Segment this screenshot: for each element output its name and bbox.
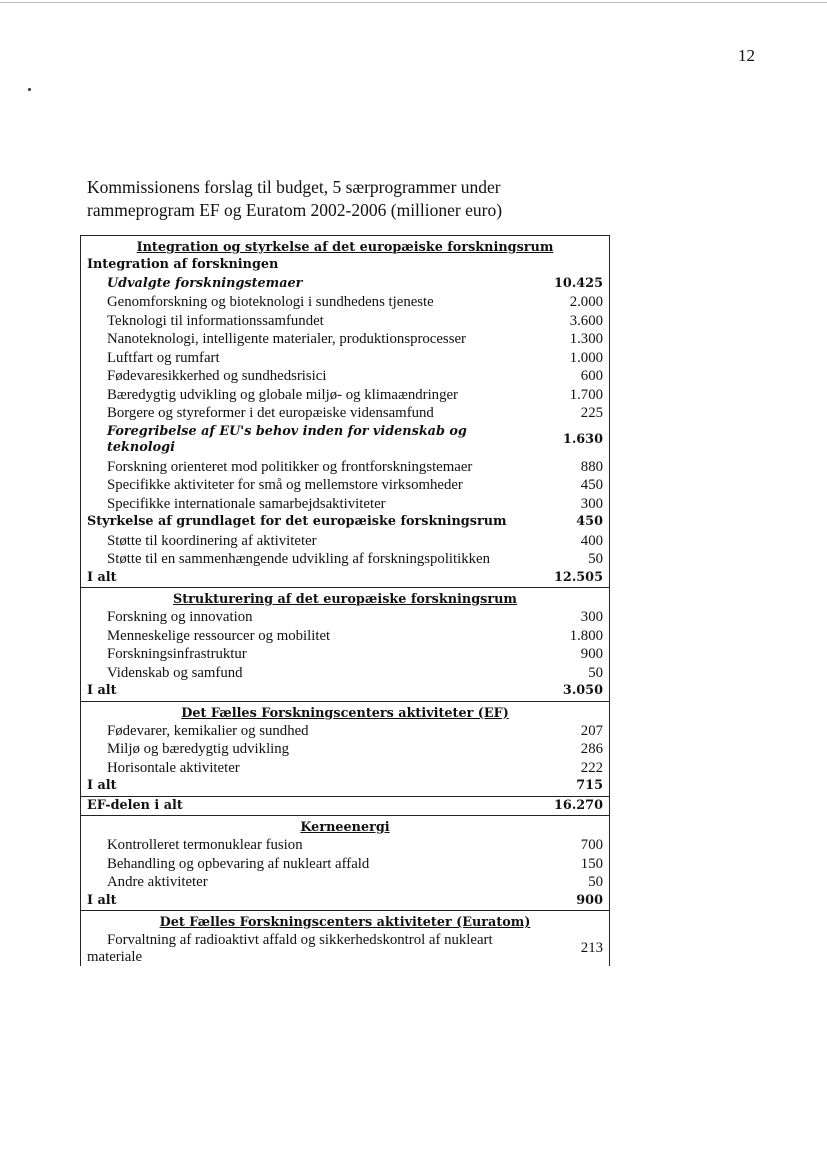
row-label: Horisontale aktiviteter [107, 759, 240, 776]
page-number: 12 [738, 46, 755, 65]
row-label: Videnskab og samfund [107, 664, 243, 681]
total-row [81, 777, 609, 797]
row-label: Menneskelige ressourcer og mobilitet [107, 627, 331, 644]
total-row [81, 892, 609, 912]
row-label: Støtte til en sammenhængende udvikling af forskningspolitikken [107, 551, 491, 567]
table-row [81, 627, 609, 646]
row-value: 222 [580, 759, 603, 776]
row-label: I alt [87, 683, 117, 698]
row-value: 300 [580, 609, 603, 625]
total-row [81, 797, 609, 817]
table-row [81, 740, 609, 759]
row-label: Specifikke internationale samarbejdsaktiviteter [107, 495, 386, 512]
row-value: 1.300 [569, 331, 603, 347]
table-row [81, 855, 609, 874]
table-row [81, 275, 609, 294]
row-label: Miljø og bæredygtig udvikling [107, 741, 290, 757]
section-header: Det Fælles Forskningscenters aktiviteter (EF) [181, 705, 509, 721]
row-value: 900 [580, 646, 603, 662]
table-row [81, 722, 609, 741]
section-header: Strukturering af det europæiske forskningsrum [173, 592, 517, 607]
row-label: Luftfart og rumfart [107, 349, 220, 366]
row-value: 450 [576, 514, 603, 529]
row-label: I alt [87, 892, 117, 908]
row-value: 715 [576, 778, 603, 793]
row-label: Specifikke aktiviteter for små og mellemstore virksomheder [107, 477, 463, 493]
row-value: 207 [580, 722, 603, 739]
row-value: 450 [580, 477, 603, 493]
table-row [81, 550, 609, 569]
row-value: 900 [576, 892, 603, 908]
row-label: Udvalgte forskningstemaer [107, 275, 303, 291]
table-row [81, 349, 609, 368]
row-value: 1.800 [569, 627, 603, 644]
row-label: Fødevarer, kemikalier og sundhed [107, 722, 309, 739]
row-label: I alt [87, 778, 117, 793]
table-row [81, 367, 609, 386]
row-label: Nanoteknologi, intelligente materialer, produktionsprocesser [107, 331, 466, 347]
table-row [81, 423, 609, 458]
row-label: Genomforskning og bioteknologi i sundhedens tjeneste [107, 294, 434, 310]
top-edge-line [0, 2, 827, 3]
row-label: Borgere og styreformer i det europæiske vidensamfund [107, 405, 434, 421]
table-row [81, 873, 609, 892]
section-header: Kerneenergi [300, 820, 390, 835]
row-value: 12.505 [554, 569, 603, 585]
row-label: Støtte til koordinering af aktiviteter [107, 532, 317, 549]
table-row [81, 532, 609, 551]
row-label: Andre aktiviteter [107, 874, 208, 890]
table-row [81, 931, 609, 966]
total-row [81, 682, 609, 702]
row-label: Fødevaresikkerhed og sundhedsrisici [107, 368, 327, 384]
row-label: EF-delen i alt [87, 797, 183, 813]
row-label: Forskning og innovation [107, 609, 253, 625]
row-value: 16.270 [554, 797, 603, 813]
row-value: 50 [588, 874, 603, 890]
table-row [81, 645, 609, 664]
row-value: 1.700 [569, 386, 603, 403]
row-value: 213 [580, 940, 603, 957]
row-label: Integration af forskningen [87, 257, 279, 272]
table-row [81, 330, 609, 349]
row-label: Foregribelse af EU's behov inden for videnskab og teknologi [107, 423, 467, 455]
table-row [81, 312, 609, 331]
table-row [81, 759, 609, 778]
table-row [81, 256, 609, 275]
row-value: 1.000 [569, 349, 603, 366]
row-value: 700 [580, 837, 603, 853]
row-value: 300 [580, 495, 603, 512]
row-value: 1.630 [562, 431, 603, 447]
section-header: Integration og styrkelse af det europæiske forskningsrum [136, 240, 554, 255]
row-label: Bæredygtig udvikling og globale miljø- og klimaændringer [107, 386, 458, 403]
table-row [81, 608, 609, 627]
row-value: 10.425 [554, 275, 603, 291]
section-header: Det Fælles Forskningscenters aktiviteter (Euratom) [159, 915, 531, 930]
table-row [81, 458, 609, 477]
budget-table [80, 235, 610, 966]
table-row [81, 495, 609, 514]
row-label: Forskningsinfrastruktur [107, 646, 247, 662]
row-label: Forvaltning af radioaktivt affald og sikkerhedskontrol af nukleart materiale [87, 932, 493, 965]
table-row [81, 404, 609, 423]
row-label: Behandling og opbevaring af nukleart affald [107, 855, 370, 872]
table-caption: Kommissionens forslag til budget, 5 særprogrammer under rammeprogram EF og Euratom 2002-2006 (millioner euro) [87, 177, 503, 220]
row-label: Styrkelse af grundlaget for det europæiske forskningsrum [87, 514, 507, 529]
row-value: 225 [580, 405, 603, 421]
row-value: 3.600 [569, 312, 603, 329]
row-label: I alt [87, 569, 117, 585]
row-value: 150 [580, 855, 603, 872]
table-row [81, 513, 609, 532]
row-value: 3.050 [562, 683, 603, 698]
table-row [81, 476, 609, 495]
table-row [81, 664, 609, 683]
table-row [81, 836, 609, 855]
row-value: 2.000 [569, 294, 603, 310]
row-value: 400 [580, 532, 603, 549]
row-label: Forskning orienteret mod politikker og frontforskningstemaer [107, 458, 473, 475]
row-label: Kontrolleret termonuklear fusion [107, 837, 303, 853]
table-row [81, 386, 609, 405]
row-value: 880 [580, 458, 603, 475]
row-value: 286 [580, 741, 603, 757]
row-value: 50 [588, 551, 603, 567]
table-row [81, 293, 609, 312]
total-row [81, 569, 609, 589]
row-label: Teknologi til informationssamfundet [107, 312, 324, 329]
row-value: 50 [588, 664, 603, 681]
row-value: 600 [580, 368, 603, 384]
margin-mark [28, 88, 31, 91]
